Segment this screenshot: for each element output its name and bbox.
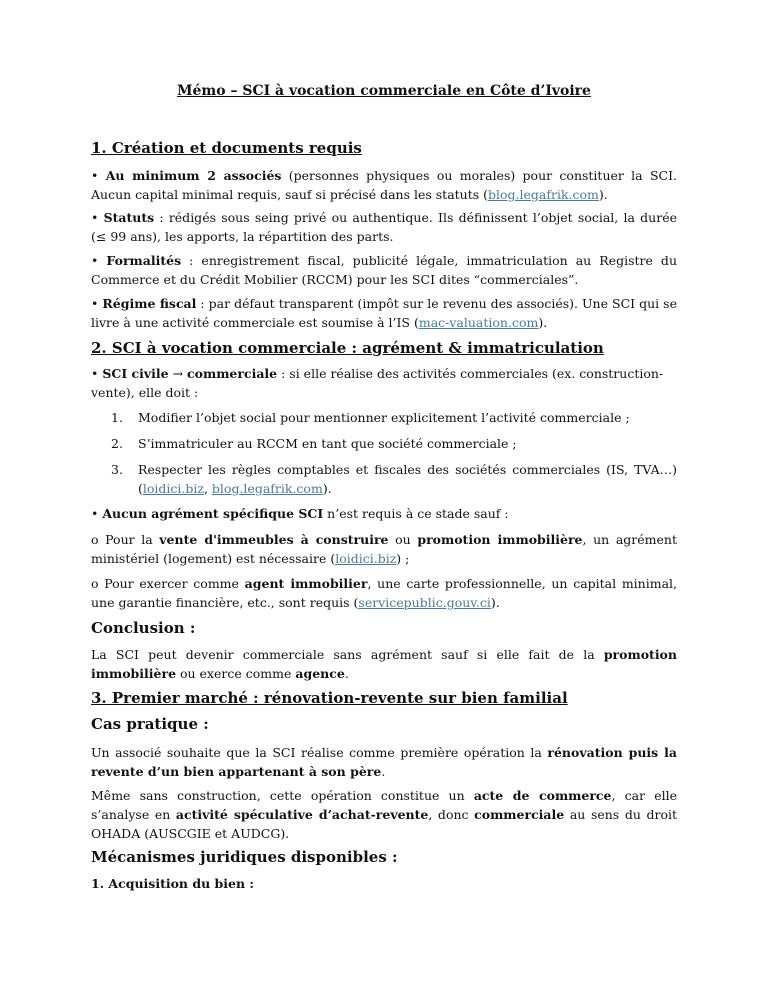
paragraph-cas-pratique: Un associé souhaite que la SCI réalise comme première opération la rénovation puis la revente d’un bien appartenant à son père. — [91, 745, 677, 779]
promotion-immobiliere-bold: promotion immobilière — [417, 532, 583, 547]
paragraph-regime-fiscal: • Régime fiscal : par défaut transparent (impôt sur le revenu des associés). Une SCI qui se livre à une activité commerciale est soumise à l’IS (mac-valuation.com). — [91, 296, 677, 330]
activite-speculative-bold: activité spéculative d’achat-revente — [175, 807, 429, 822]
promotion-immobiliere-bold: promotion immobilière — [91, 647, 677, 681]
arrow-icon: → — [168, 366, 188, 381]
mecanismes-heading: Mécanismes juridiques disponibles : — [91, 848, 398, 866]
section-2-heading: 2. SCI à vocation commerciale : agrément & immatriculation — [91, 339, 604, 357]
source-link-mac-valuation[interactable]: mac-valuation.com — [418, 315, 539, 330]
source-link-loidici[interactable]: loidici.biz — [335, 551, 397, 566]
commerciale-bold: commerciale — [187, 366, 278, 381]
acte-de-commerce-bold: acte de commerce — [473, 788, 612, 803]
associes-bold: Au minimum 2 associés — [105, 168, 282, 183]
paragraph-conclusion: La SCI peut devenir commerciale sans agrément sauf si elle fait de la promotion immobilière ou exerce comme agence. — [91, 647, 677, 681]
paragraph-acte-de-commerce: Même sans construction, cette opération constitue un acte de commerce, car elle s’analyse en activité spéculative d’achat-revente, donc commerciale au sens du droit OHADA (AUSCGIE et AUDCG). — [91, 788, 678, 841]
source-link-servicepublic[interactable]: servicepublic.gouv.ci — [358, 595, 491, 610]
agent-immobilier-bold: agent immobilier — [244, 576, 368, 591]
renovation-revente-bold: rénovation puis la revente d’un bien appartenant à son père — [91, 745, 677, 779]
list-item: 3. Respecter les règles comptables et fiscales des sociétés commerciales (IS, TVA…) (loidici.biz, blog.legafrik.com). — [111, 462, 677, 496]
regime-fiscal-bold: Régime fiscal — [102, 296, 197, 311]
list-item: 1. Modifier l’objet social pour mentionner explicitement l’activité commerciale ; — [111, 410, 630, 425]
paragraph-sci-civile-commerciale: • SCI civile → commerciale : si elle réalise des activités commerciales (ex. construction-vente), elle doit : — [91, 366, 664, 400]
commerciale-bold: commerciale — [474, 807, 565, 822]
vente-immeubles-bold: vente d'immeubles à construire — [159, 532, 389, 547]
source-link-loidici[interactable]: loidici.biz — [142, 481, 204, 496]
paragraph-formalites: • Formalités : enregistrement fiscal, publicité légale, immatriculation au Registre du Commerce et du Crédit Mobilier (RCCM) pour les SCI dites “commerciales”. — [91, 253, 677, 287]
list-item: 2. S’immatriculer au RCCM en tant que société commerciale ; — [111, 436, 517, 451]
cas-pratique-heading: Cas pratique : — [91, 715, 209, 733]
paragraph-statuts: • Statuts : rédigés sous seing privé ou authentique. Ils définissent l’objet social, la durée (≤ 99 ans), les apports, la répartition des parts. — [91, 210, 677, 244]
statuts-bold: Statuts — [103, 210, 155, 225]
acquisition-heading: 1. Acquisition du bien : — [91, 876, 255, 891]
section-1-heading: 1. Création et documents requis — [91, 139, 362, 157]
aucun-agrement-bold: Aucun agrément spécifique SCI — [102, 506, 324, 521]
formalites-bold: Formalités — [106, 253, 182, 268]
source-link-legafrik[interactable]: blog.legafrik.com — [211, 481, 323, 496]
document-title: Mémo – SCI à vocation commerciale en Côte d’Ivoire — [177, 83, 591, 99]
source-link-legafrik[interactable]: blog.legafrik.com — [488, 187, 599, 202]
agence-bold: agence — [295, 666, 345, 681]
paragraph-case-promotion: o Pour la vente d'immeubles à construire ou promotion immobilière, un agrément ministériel (logement) est nécessaire (loidici.biz) ; — [91, 532, 677, 566]
section-3-heading: 3. Premier marché : rénovation-revente sur bien familial — [91, 689, 568, 707]
sci-civile-bold: SCI civile — [102, 366, 169, 381]
steps-list — [111, 408, 677, 498]
conclusion-heading: Conclusion : — [91, 619, 196, 637]
paragraph-case-agent: o Pour exercer comme agent immobilier, une carte professionnelle, un capital minimal, une garantie financière, etc., sont requis (servicepublic.gouv.ci). — [91, 576, 678, 610]
paragraph-associes: • Au minimum 2 associés (personnes physiques ou morales) pour constituer la SCI. Aucun capital minimal requis, sauf si précisé dans les statuts (blog.legafrik.com). — [91, 168, 677, 202]
paragraph-aucun-agrement: • Aucun agrément spécifique SCI n’est requis à ce stade sauf : — [91, 506, 509, 521]
